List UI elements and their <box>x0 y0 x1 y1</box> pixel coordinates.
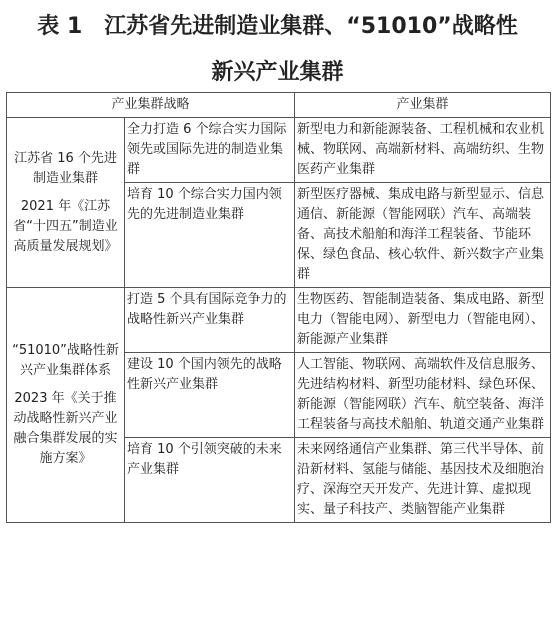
group-cell-jiangsu-16 <box>7 118 125 288</box>
group-name: 江苏省 16 个先进制造业集群 <box>14 150 117 186</box>
group-cell-51010 <box>7 288 125 523</box>
clusters-cell: 新型医疗器械、集成电路与新型显示、信息通信、新能源（智能网联）汽车、高端装备、高技术船舶和海洋工程装备、节能环保、绿色食品、核心软件、新兴数字产业集群 <box>295 183 551 288</box>
clusters-cell: 生物医药、智能制造装备、集成电路、新型电力（智能电网）、新型电力（智能电网）、新能源产业集群 <box>295 288 551 353</box>
table-row <box>7 118 551 183</box>
strategy-cell: 培育 10 个引领突破的未来产业集群 <box>125 438 295 523</box>
strategy-cell: 打造 5 个具有国际竞争力的战略性新兴产业集群 <box>125 288 295 353</box>
table-row <box>7 288 551 353</box>
industry-cluster-table <box>6 92 551 523</box>
strategy-cell: 全力打造 6 个综合实力国际领先或国际先进的制造业集群 <box>125 118 295 183</box>
strategy-cell: 建设 10 个国内领先的战略性新兴产业集群 <box>125 353 295 438</box>
clusters-cell: 未来网络通信产业集群、第三代半导体、前沿新材料、氢能与储能、基因技术及细胞治疗、深海空天开发产、先进计算、虚拟现实、量子科技产、类脑智能产业集群 <box>295 438 551 523</box>
table-header-row <box>7 93 551 118</box>
strategy-cell: 培育 10 个综合实力国内领先的先进制造业集群 <box>125 183 295 288</box>
group-source: 2021 年《江苏省“十四五”制造业高质量发展规划》 <box>13 198 118 254</box>
group-name: “51010”战略性新兴产业集群体系 <box>12 343 119 378</box>
table-title-line2: 新兴产业集群 <box>211 60 344 85</box>
group-source: 2023 年《关于推动战略性新兴产业融合集群发展的实施方案》 <box>13 391 118 466</box>
header-clusters: 产业集群 <box>295 93 551 118</box>
table-title-line1: 表 1 江苏省先进制造业集群、“51010”战略性 <box>37 14 518 39</box>
clusters-cell: 新型电力和新能源装备、工程机械和农业机械、物联网、高端新材料、高端纺织、生物医药产业集群 <box>295 118 551 183</box>
header-strategy: 产业集群战略 <box>7 93 295 118</box>
clusters-cell: 人工智能、物联网、高端软件及信息服务、先进结构材料、新型功能材料、绿色环保、新能源（智能网联）汽车、航空装备、海洋工程装备与高技术船舶、轨道交通产业集群 <box>295 353 551 438</box>
